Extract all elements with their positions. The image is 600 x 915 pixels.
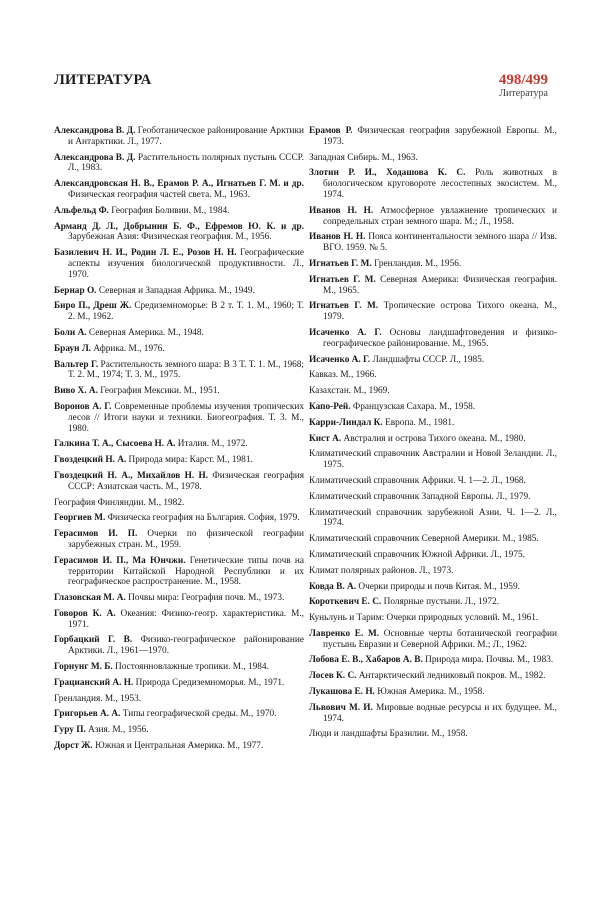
entry-text: Люди и ландшафты Бразилии. М., 1958. bbox=[309, 729, 468, 740]
entry-text: Физическа география на България. София, 1979. bbox=[105, 513, 300, 524]
section-label: Литература bbox=[499, 88, 548, 99]
bibliography-entry bbox=[54, 498, 304, 509]
entry-author: Лукашова Е. Н. bbox=[309, 687, 375, 698]
entry-author: Александрова В. Д. bbox=[54, 126, 136, 136]
entry-text: Климатический справочник Западной Европы. Л., 1979. bbox=[309, 491, 531, 502]
entry-text: Типы географической среды. М., 1970. bbox=[120, 709, 277, 720]
page-numbers: 498/499 bbox=[498, 72, 548, 88]
entry-author: Герасимов И. П. bbox=[54, 529, 138, 540]
entry-text: Физическая география зарубежной Европы. М., 1973. bbox=[323, 126, 557, 147]
entry-text: Средиземноморье: В 2 т. Т. 1. М., 1960; Т. 2. М., 1962. bbox=[68, 301, 305, 323]
entry-text: Италия. М., 1972. bbox=[175, 439, 248, 450]
entry-text: Очерки природы и почв Китая. М., 1959. bbox=[356, 581, 520, 592]
entry-author: Игнатьев Г. М. bbox=[309, 274, 376, 285]
bibliography-entry bbox=[309, 729, 557, 740]
bibliography-entry bbox=[54, 402, 304, 434]
bibliography-entry bbox=[54, 593, 304, 604]
entry-text: Французская Сахара. М., 1958. bbox=[350, 401, 476, 412]
entry-text: Климатический справочник Африки. Ч. 1—2. Л., 1968. bbox=[309, 475, 526, 486]
bibliography-entry bbox=[54, 206, 304, 217]
entry-author: Карри-Линдал К. bbox=[309, 417, 383, 428]
entry-text: Куньлунь и Тарим: Очерки природных условий. М., 1961. bbox=[309, 613, 539, 624]
entry-author: Григорьев А. А. bbox=[54, 709, 121, 720]
entry-author: Иванов Н. Н. bbox=[309, 232, 366, 243]
entry-text: Кавказ. М., 1966. bbox=[309, 370, 377, 381]
entry-text: География Мексики. М., 1951. bbox=[97, 386, 220, 397]
bibliography-entry bbox=[309, 168, 557, 200]
bibliography-entry bbox=[309, 629, 557, 651]
bibliography-entry bbox=[54, 344, 304, 355]
entry-text: Северная Америка. М., 1948. bbox=[86, 327, 204, 338]
entry-author: Глазовская М. А. bbox=[54, 593, 126, 604]
entry-author: Лобова Е. В., Хабаров А. В. bbox=[309, 655, 423, 666]
page-title: ЛИТЕРАТУРА bbox=[54, 72, 152, 88]
entry-author: Ерамов Р. bbox=[309, 126, 353, 136]
entry-text: Антарктический ледниковый покров. М., 1982. bbox=[356, 671, 546, 682]
entry-author: Биро П., Дреш Ж. bbox=[54, 301, 132, 312]
entry-text: Климатический справочник Австралии и Новой Зеландии. Л., 1975. bbox=[309, 449, 557, 471]
entry-text: Геоботаническое районирование Арктики и Антарктики. Л., 1977. bbox=[68, 126, 305, 147]
bibliography-entry bbox=[54, 725, 304, 736]
entry-author: Альфельд Ф. bbox=[54, 205, 109, 216]
entry-author: Гвоздецкий Н. А. bbox=[54, 455, 127, 466]
entry-author: Кист А. bbox=[309, 433, 342, 444]
bibliography-entry bbox=[309, 418, 557, 429]
bibliography-entry bbox=[54, 222, 304, 244]
entry-text: Географические аспекты изучения биологической продуктивности. Л., 1970. bbox=[68, 248, 304, 280]
entry-author: Александровская Н. В., Ерамов Р. А., Игнатьев Г. М. и др. bbox=[54, 179, 304, 190]
bibliography-entry bbox=[54, 455, 304, 466]
entry-text: Австралия и острова Тихого океана. М., 1980. bbox=[341, 433, 526, 444]
entry-text: Южная и Центральная Америка. М., 1977. bbox=[92, 741, 264, 752]
entry-author: Злотин Р. И., Ходашова К. С. bbox=[309, 168, 466, 179]
entry-author: Игнатьев Г. М. bbox=[309, 258, 372, 269]
bibliography-entry bbox=[309, 275, 557, 297]
entry-text: Физическая география СССР: Азиатская часть. М., 1978. bbox=[68, 470, 304, 492]
entry-text: Климатический справочник Северной Америки. М., 1985. bbox=[309, 534, 539, 545]
entry-text: Очерки по физической географии зарубежных стран. М., 1959. bbox=[68, 529, 304, 550]
entry-text: Роль животных в биологическом круговороте лесостепных экосистем. М., 1974. bbox=[323, 168, 557, 200]
entry-author: Гуру П. bbox=[54, 725, 86, 736]
entry-author: Горбацкий Г. В. bbox=[54, 635, 133, 646]
entry-author: Арманд Д. Л., Добрынин Б. Ф., Ефремов Ю. К. и др. bbox=[54, 221, 304, 232]
bibliography-entry bbox=[309, 671, 557, 682]
entry-text: Растительность земного шара: В 3 Т. Т. 1. М., 1968; Т. 2. М., 1974; Т. 3. М., 1975. bbox=[68, 359, 305, 381]
entry-author: Базилевич Н. И., Родин Л. Е., Розов Н. Н. bbox=[54, 248, 237, 259]
entry-text: Мировые водные ресурсы и их будущее. М., 1974. bbox=[323, 702, 557, 724]
bibliography-column-right bbox=[309, 126, 557, 745]
entry-text: Зарубежная Азия: Физическая география. М., 1956. bbox=[68, 232, 272, 243]
bibliography-entry bbox=[309, 550, 557, 561]
bibliography-column-left bbox=[54, 126, 304, 757]
entry-text: Северная и Западная Африка. М., 1949. bbox=[96, 285, 255, 296]
entry-author: Игнатьев Г. М. bbox=[309, 301, 379, 312]
entry-text: Атмосферное увлажнение тропических и сопредельных стран земного шара. М.; Л., 1958. bbox=[323, 205, 557, 227]
entry-author: Воронов А. Г. bbox=[54, 401, 112, 412]
entry-text: Генетические типы почв на территории Китайской Народной Республики и их географическое распространение. М., 1958. bbox=[68, 555, 304, 588]
entry-author: Вальтер Г. bbox=[54, 359, 99, 370]
entry-text: Физико-географическое районирование Арктики. Л., 1961—1970. bbox=[68, 635, 304, 657]
entry-text: Полярные пустыни. Л., 1972. bbox=[381, 597, 499, 608]
bibliography-entry bbox=[309, 206, 557, 228]
entry-text: Казахстан. М., 1969. bbox=[309, 386, 390, 397]
entry-text: Тропические острова Тихого океана. М., 1979. bbox=[323, 301, 557, 323]
bibliography-entry bbox=[309, 687, 557, 698]
bibliography-entry bbox=[54, 609, 304, 631]
entry-text: Природа Средиземноморья. М., 1971. bbox=[133, 677, 285, 688]
bibliography-entry bbox=[54, 709, 304, 720]
entry-text: Южная Америка. М., 1958. bbox=[374, 687, 485, 698]
entry-text: Западная Сибирь. М., 1963. bbox=[309, 152, 418, 163]
entry-text: Постоянновлажные тропики. М., 1984. bbox=[112, 662, 269, 673]
entry-text: Физическая география частей света. М., 1963. bbox=[68, 189, 250, 200]
bibliography-entry bbox=[54, 662, 304, 673]
bibliography-entry bbox=[309, 534, 557, 545]
entry-author: Грацианский А. Н. bbox=[54, 677, 134, 688]
bibliography-entry bbox=[54, 360, 304, 382]
bibliography-entry bbox=[309, 703, 557, 725]
bibliography-entry bbox=[54, 513, 304, 524]
entry-author: Капо-Рей. bbox=[309, 401, 351, 412]
entry-author: Исаченко А. Г. bbox=[309, 354, 371, 365]
entry-author: Бернар О. bbox=[54, 285, 97, 296]
bibliography-entry bbox=[54, 248, 304, 280]
entry-text: Гренландия. М., 1953. bbox=[54, 693, 142, 704]
bibliography-entry bbox=[309, 476, 557, 487]
entry-text: Растительность полярных пустынь СССР. Л., 1983. bbox=[68, 152, 304, 174]
entry-text: Климатический справочник Южной Африки. Л., 1975. bbox=[309, 549, 525, 560]
bibliography-entry bbox=[54, 386, 304, 397]
entry-text: География Финляндии. М., 1982. bbox=[54, 497, 185, 508]
bibliography-entry bbox=[54, 179, 304, 201]
bibliography-entry bbox=[309, 582, 557, 593]
entry-author: Исаченко А. Г. bbox=[309, 327, 382, 338]
entry-author: Горнунг М. Б. bbox=[54, 662, 113, 673]
entry-text: Почвы мира: География почв. М., 1973. bbox=[125, 593, 285, 604]
entry-text: Океания: Физико-геогр. характеристика. М., 1971. bbox=[68, 608, 304, 630]
bibliography-entry bbox=[309, 259, 557, 270]
entry-author: Александрова В. Д. bbox=[54, 152, 136, 163]
entry-text: Северная Америка: Физическая география. М., 1965. bbox=[323, 274, 557, 296]
entry-author: Гвоздецкий Н. А., Михайлов Н. Н. bbox=[54, 470, 209, 481]
bibliography-entry bbox=[54, 529, 304, 551]
bibliography-entry bbox=[309, 232, 557, 254]
bibliography-entry bbox=[54, 556, 304, 588]
bibliography-entry bbox=[309, 126, 557, 148]
entry-text: Природа мира. Почвы. М., 1983. bbox=[422, 655, 554, 666]
bibliography-entry bbox=[309, 386, 557, 397]
bibliography-entry bbox=[309, 402, 557, 413]
entry-text: Азия. М., 1956. bbox=[85, 725, 149, 736]
entry-text: Природа мира: Карст. М., 1981. bbox=[126, 455, 253, 466]
bibliography-entry bbox=[309, 492, 557, 503]
bibliography-entry bbox=[54, 694, 304, 705]
bibliography-entry bbox=[309, 449, 557, 471]
entry-text: Основы ландшафтоведения и физико-географическое районирование. М., 1965. bbox=[323, 327, 557, 349]
bibliography-entry bbox=[309, 153, 557, 164]
bibliography-entry bbox=[309, 370, 557, 381]
entry-author: Боли А. bbox=[54, 327, 87, 338]
entry-author: Браун Л. bbox=[54, 343, 92, 354]
entry-text: Основные черты ботанической географии пустынь Евразии и Северной Африки. М.; Л., 1962. bbox=[323, 628, 557, 650]
bibliography-entry bbox=[309, 328, 557, 350]
bibliography-entry bbox=[54, 286, 304, 297]
entry-author: Лосев К. С. bbox=[309, 671, 357, 682]
bibliography-entry bbox=[309, 301, 557, 323]
entry-author: Галкина Т. А., Сысоева Н. А. bbox=[54, 439, 176, 450]
bibliography-entry bbox=[54, 635, 304, 657]
entry-author: Георгиев М. bbox=[54, 513, 106, 524]
entry-author: Говоров К. А. bbox=[54, 608, 116, 619]
entry-text: Современные проблемы изучения тропических лесов // Итоги науки и техники. Биогеография. Т. 3. М., 1980. bbox=[68, 401, 305, 434]
entry-author: Виво Х. А. bbox=[54, 386, 98, 397]
bibliography-entry bbox=[309, 655, 557, 666]
bibliography-entry bbox=[54, 678, 304, 689]
bibliography-entry bbox=[309, 566, 557, 577]
entry-author: Львович М. И. bbox=[309, 702, 373, 713]
entry-author: Иванов Н. Н. bbox=[309, 205, 374, 216]
bibliography-entry bbox=[54, 439, 304, 450]
bibliography-entry bbox=[309, 597, 557, 608]
bibliography-entry bbox=[54, 301, 304, 323]
entry-text: Ландшафты СССР. Л., 1985. bbox=[370, 354, 485, 365]
entry-text: Европа. М., 1981. bbox=[382, 417, 455, 428]
entry-author: Короткевич Е. С. bbox=[309, 597, 382, 608]
entry-text: Африка. М., 1976. bbox=[91, 343, 165, 354]
bibliography-entry bbox=[54, 328, 304, 339]
page-header bbox=[499, 72, 548, 100]
entry-author: Ковда В. А. bbox=[309, 581, 357, 592]
entry-text: Гренландия. М., 1956. bbox=[371, 258, 462, 269]
bibliography-entry bbox=[309, 434, 557, 445]
entry-author: Герасимов И. П., Ма Юнчжи. bbox=[54, 555, 186, 566]
entry-text: Климат полярных районов. Л., 1973. bbox=[309, 565, 454, 576]
bibliography-entry bbox=[309, 508, 557, 530]
entry-author: Дорст Ж. bbox=[54, 741, 93, 752]
bibliography-entry bbox=[309, 355, 557, 366]
entry-text: Климатический справочник зарубежной Азии. Ч. 1—2. Л., 1974. bbox=[309, 507, 557, 529]
bibliography-entry bbox=[54, 741, 304, 752]
entry-text: География Боливии. М., 1984. bbox=[108, 205, 230, 216]
entry-text: Пояса континентальности земного шара // Изв. ВГО. 1959. № 5. bbox=[323, 232, 557, 254]
entry-author: Лавренко Е. М. bbox=[309, 628, 380, 639]
bibliography-entry bbox=[54, 471, 304, 493]
bibliography-entry bbox=[54, 153, 304, 175]
bibliography-entry bbox=[54, 126, 304, 148]
bibliography-entry bbox=[309, 613, 557, 624]
